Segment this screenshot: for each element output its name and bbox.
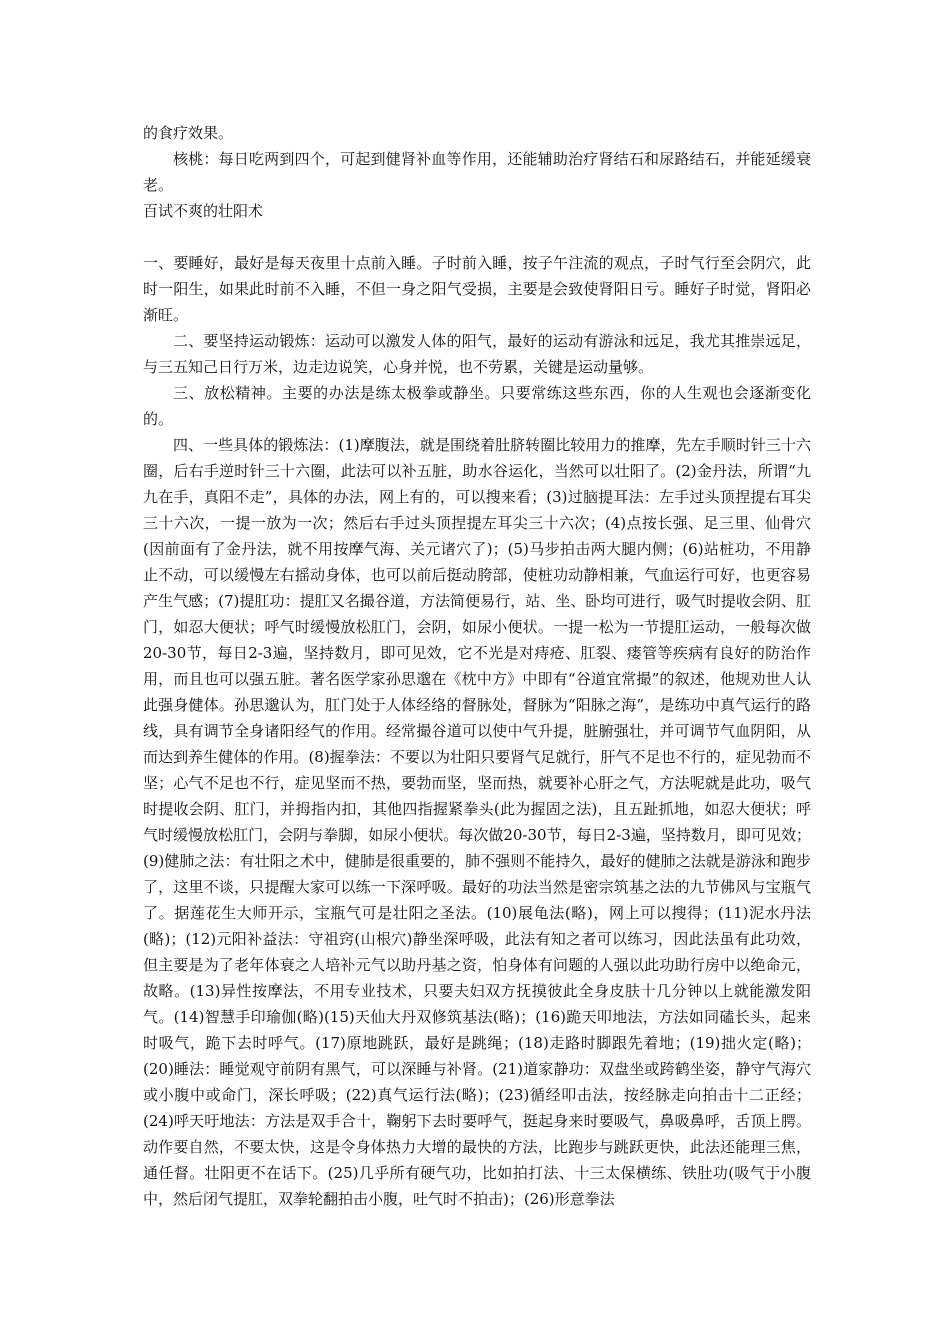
- paragraph-food-therapy: 的食疗效果。: [143, 124, 234, 142]
- paragraph-methods: 四、一些具体的锻炼法：(1)摩腹法，就是围绕着肚脐转圈比较用力的推摩，先左手顺时针三十六圈，后右手逆时针三十六圈，此法可以补五脏，助水谷运化，当然可以壮阳了。(2)金丹法，所谓“九九在手，真阳不走”，具体的办法，网上有的，可以搜来看；(3)过脑提耳法：左手过头顶捏提右耳尖三十六次，一提一放为一次；然后右手过头顶捏提左耳尖三十六次；(4)点按长强、足三里、仙骨穴(因前面有了金丹法，就不用按摩气海、关元诸穴了)；(5)马步拍击两大腿内侧；(6)站桩功，不用静止不动，可以缓慢左右摇动身体，也可以前后挺动胯部，使桩功动静相兼，气血运行可好，也更容易产生气感；(7)提肛功：提肛又名撮谷道，方法简便易行，站、坐、卧均可进行，吸气时提收会阴、肛门，如忍大便状；呼气时缓慢放松肛门，会阴，如尿小便状。一提一松为一节提肛运动，一般每次做20-30节，每日2-3遍，坚持数月，即可见效，它不光是对痔疮、肛裂、瘘管等疾病有良好的防治作用，而且也可以强五脏。著名医学家孙思邈在《枕中方》中即有“谷道宜常撮”的叙述，他规劝世人认此强身健体。孙思邈认为，肛门处于人体经络的督脉处，督脉为“阳脉之海”，是练功中真气运行的路线，具有调节全身诸阳经气的作用。经常撮谷道可以使中气升提，脏腑强壮，并可调节气血阴阳，从而达到养生健体的作用。(8)握拳法：不要以为壮阳只要肾气足就行，肝气不足也不行的，症见勃而不坚；心气不足也不行，症见坚而不热，要勃而坚，坚而热，就要补心肝之气，方法呢就是此功，吸气时提收会阴、肛门，并拇指内扣，其他四指握紧拳头(此为握固之法)，且五趾抓地，如忍大便状；呼气时缓慢放松肛门，会阴与拳脚，如尿小便状。每次做20-30节，每日2-3遍，坚持数月，即可见效；(9)健肺之法：有壮阳之术中，健肺是很重要的，肺不强则不能持久，最好的健肺之法就是游泳和跑步了，这里不谈，只提醒大家可以练一下深呼吸。最好的功法当然是密宗筑基之法的九节佛风与宝瓶气了。据莲花生大师开示，宝瓶气可是壮阳之圣法。(10)展龟法(略)，网上可以搜得；(11)泥水丹法(略)；(12)元阳补益法：守祖窍(山根穴)静坐深呼吸，此法有知之者可以练习，因此法虽有此功效，但主要是为了老年体衰之人培补元气以助丹基之资，怕身体有问题的人强以此功助行房中以绝命元，故略。(13)异性按摩法，不用专业技术，只要夫妇双方抚摸彼此全身皮肤十几分钟以上就能激发阳气。(14)智慧手印瑜伽(略)(15)天仙大丹双修筑基法(略)；(16)跪天叩地法，方法如同磕长头，起来时吸气，跪下去时呼气。(17)原地跳跃，最好是跳绳；(18)走路时脚跟先着地；(19)拙火定(略)；(20)睡法：睡觉观守前阴有黑气，可以深睡与补肾。(21)道家静功：双盘坐或跨鹤坐姿，静守气海穴或小腹中或命门，深长呼吸；(22)真气运行法(略)；(23)循经叩击法，按经脉走向拍击十二正经；(24)呼天吁地法：方法是双手合十，鞠躬下去时要呼气，挺起身来时要吸气，鼻吸鼻呼，舌顶上腭。动作要自然，不要太快，这是令身体热力大增的最快的方法，比跑步与跳跃更快，此法还能理三焦，通任督。壮阳更不在话下。(25)几乎所有硬气功，比如拍打法、十三太保横练、铁肚功(吸气于小腹中，然后闭气提肛，双拳轮翻拍击小腹，吐气时不拍击)；(26)形意拳法: [143, 436, 811, 1208]
- paragraph-relax: 三、放松精神。主要的办法是练太极拳或静坐。只要常练这些东西，你的人生观也会逐渐变化的。: [143, 384, 811, 428]
- paragraph-walnut: 核桃：每日吃两到四个，可起到健肾补血等作用，还能辅助治疗肾结石和尿路结石，并能延缓衰老。: [143, 150, 811, 194]
- section-title: 百试不爽的壮阳术: [143, 202, 264, 220]
- blank-line: [143, 224, 811, 250]
- paragraph-sleep: 一、要睡好，最好是每天夜里十点前入睡。子时前入睡，按子午注流的观点，子时气行至会阴穴，此时一阳生，如果此时前不入睡，不但一身之阳气受损，主要是会致使肾阳日亏。睡好子时觉，肾阳必渐旺。: [143, 254, 811, 324]
- document-body: [143, 120, 811, 1212]
- paragraph-exercise: 二、要坚持运动锻炼：运动可以激发人体的阳气，最好的运动有游泳和远足，我尤其推崇远足，与三五知己日行万米，边走边说笑，心身并悦，也不劳累，关键是运动量够。: [143, 332, 811, 376]
